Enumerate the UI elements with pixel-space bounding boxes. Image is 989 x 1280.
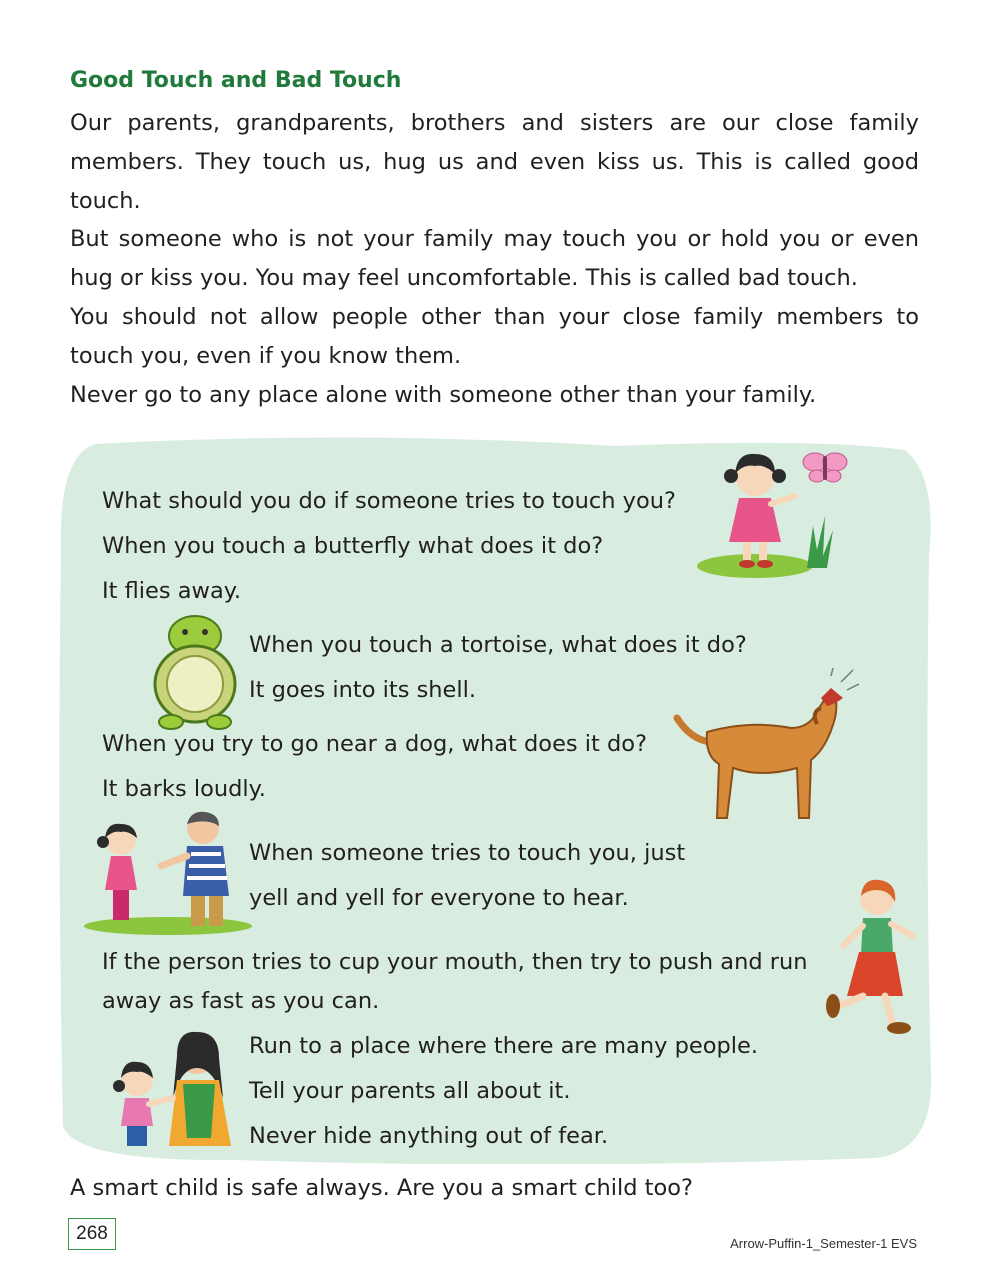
tip-never-hide: Never hide anything out of fear. bbox=[249, 1123, 609, 1149]
question-touch: What should you do if someone tries to touch you? bbox=[102, 488, 676, 514]
page-number: 268 bbox=[68, 1218, 116, 1250]
section-title: Good Touch and Bad Touch bbox=[70, 68, 402, 93]
tip-run: Run to a place where there are many people. bbox=[249, 1033, 758, 1059]
tip-yell-1: When someone tries to touch you, just bbox=[249, 840, 686, 866]
girl-telling-mother-illustration bbox=[93, 1028, 253, 1148]
intro-text bbox=[70, 104, 919, 414]
tip-tell: Tell your parents all about it. bbox=[249, 1078, 571, 1104]
tip-yell-2: yell and yell for everyone to hear. bbox=[249, 885, 629, 911]
answer-butterfly: It flies away. bbox=[102, 578, 241, 604]
intro-paragraph: Never go to any place alone with someone other than your family. bbox=[70, 381, 817, 408]
answer-dog: It barks loudly. bbox=[102, 776, 266, 802]
tip-push-2: away as fast as you can. bbox=[102, 988, 380, 1014]
question-tortoise: When you touch a tortoise, what does it do? bbox=[249, 632, 747, 658]
running-girl-illustration bbox=[819, 876, 923, 1041]
tortoise-illustration bbox=[145, 614, 245, 732]
book-footer: Arrow-Puffin-1_Semester-1 EVS bbox=[730, 1236, 917, 1251]
intro-paragraph: But someone who is not your family may touch you or hold you or even hug or kiss you. You may feel uncomfortable. This is called bad touch. bbox=[70, 226, 919, 292]
closing-sentence: A smart child is safe always. Are you a smart child too? bbox=[70, 1175, 693, 1201]
intro-paragraph: You should not allow people other than your close family members to touch you, even if you know them. bbox=[70, 303, 919, 369]
girl-yelling-illustration bbox=[83, 806, 253, 936]
question-butterfly: When you touch a butterfly what does it do? bbox=[102, 533, 604, 559]
girl-butterfly-illustration bbox=[695, 446, 875, 581]
answer-tortoise: It goes into its shell. bbox=[249, 677, 477, 703]
barking-dog-illustration bbox=[671, 668, 861, 833]
safety-panel bbox=[55, 436, 935, 1164]
tip-push-1: If the person tries to cup your mouth, then try to push and run bbox=[102, 949, 808, 975]
question-dog: When you try to go near a dog, what does it do? bbox=[102, 731, 648, 757]
intro-paragraph: Our parents, grandparents, brothers and sisters are our close family members. They touch us, hug us and even kiss us. This is called good touch. bbox=[70, 110, 919, 214]
